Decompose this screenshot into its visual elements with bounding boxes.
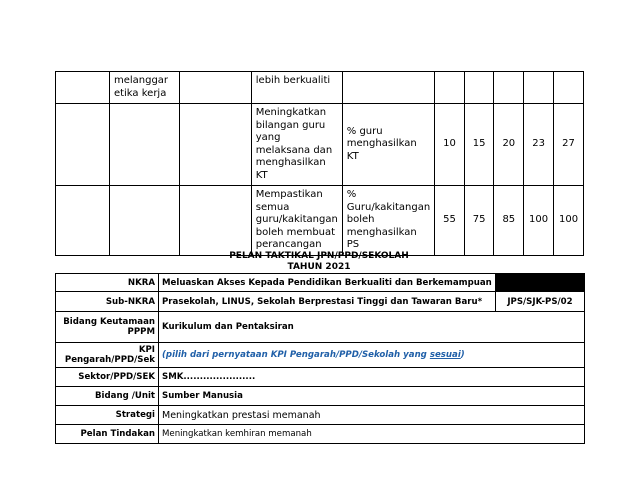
black-cell [496,274,585,292]
table-cell: 10 [435,104,465,186]
unit-value: Sumber Manusia [159,387,585,406]
table-row [56,186,584,256]
table-row [56,292,585,312]
table-cell: 20 [494,104,524,186]
table-cell [56,104,110,186]
table-cell [179,104,251,186]
table-cell [554,72,584,104]
strategi-label: Strategi [56,406,159,425]
strategi-value: Meningkatkan prestasi memanah [159,406,585,425]
table-cell: melanggar etika kerja [109,72,179,104]
table-row [56,387,585,406]
table-row [56,343,585,368]
table-cell: 85 [494,186,524,256]
table-cell: 15 [464,104,494,186]
table-row [56,406,585,425]
pelan-value: Meningkatkan kemhiran memanah [159,425,585,444]
table-cell: 23 [524,104,554,186]
target-table [55,71,584,256]
table-cell [524,72,554,104]
table-cell: 75 [464,186,494,256]
nkra-label: NKRA [56,274,159,292]
table-cell: % guru menghasilkan KT [342,104,434,186]
kpi-link[interactable]: sesuai [429,350,461,360]
table-cell [56,186,110,256]
table-row [56,368,585,387]
table-row [56,312,585,343]
table-row [56,425,585,444]
table-cell: 55 [435,186,465,256]
plan-table [55,273,585,444]
table-cell [179,72,251,104]
kpi-value [159,343,585,368]
subnkra-value: Prasekolah, LINUS, Sekolah Berprestasi Tinggi dan Tawaran Baru* [159,292,496,312]
table-cell [179,186,251,256]
sektor-value: SMK...................... [159,368,585,387]
nkra-value: Meluaskan Akses Kepada Pendidikan Berkualiti dan Berkemampuan [159,274,496,292]
table-cell [435,72,465,104]
table-cell [56,72,110,104]
code-cell: JPS/SJK-PS/02 [496,292,585,312]
kpi-label: KPI Pengarah/PPD/Sek [56,343,159,368]
table-cell [494,72,524,104]
pelan-label: Pelan Tindakan [56,425,159,444]
bidang-label: Bidang Keutamaan PPPM [56,312,159,343]
table-cell: Meningkatkan bilangan guru yang melaksana dan menghasilkan KT [251,104,342,186]
table-cell [109,186,179,256]
table-cell: 100 [524,186,554,256]
table-cell [342,72,434,104]
bidang-value: Kurikulum dan Pentaksiran [159,312,585,343]
table-cell: % Guru/kakitangan boleh menghasilkan PS [342,186,434,256]
kpi-text: (pilih dari pernyataan KPI Pengarah/PPD/Sekolah yang [162,350,430,360]
sektor-label: Sektor/PPD/SEK [56,368,159,387]
unit-label: Bidang /Unit [56,387,159,406]
plan-year: TAHUN 2021 [287,262,351,272]
table-cell [464,72,494,104]
table-cell: lebih berkualiti [251,72,342,104]
subnkra-label: Sub-NKRA [56,292,159,312]
table-cell: Mempastikan semua guru/kakitangan boleh membuat perancangan [251,186,342,256]
table-cell: 27 [554,104,584,186]
table-cell [109,104,179,186]
table-cell: 100 [554,186,584,256]
table-row [56,104,584,186]
table-row [56,274,585,292]
table-row [56,72,584,104]
kpi-text-end: ) [460,350,465,360]
plan-title: PELAN TAKTIKAL JPN/PPD/SEKOLAH [229,251,409,261]
